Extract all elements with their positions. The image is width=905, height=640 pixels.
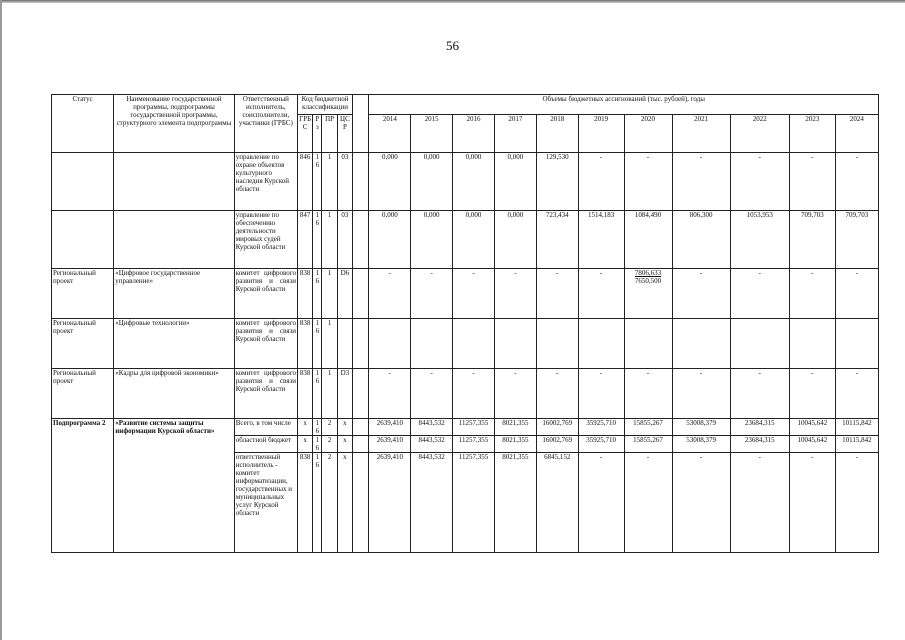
row-value-2015: -: [411, 269, 453, 319]
row-executor: управление по охране объектов культурного наследия Курской области: [234, 153, 297, 211]
row-value-2021: [672, 319, 730, 369]
row-value-2018: 723,434: [536, 211, 578, 269]
row-name: [114, 211, 234, 269]
table-row: [52, 319, 879, 369]
row-value-2024: -: [835, 269, 878, 319]
row-value-2019: -: [578, 369, 624, 419]
row-code-rz: 16: [313, 153, 322, 211]
header-year-2015: 2015: [411, 115, 453, 153]
program-budget-2020: 15855,267: [624, 436, 672, 453]
row-value-2018: -: [536, 269, 578, 319]
row-value-2020-b: 7650,500: [634, 277, 662, 285]
row-value-2020: [624, 269, 672, 319]
header-year-2022: 2022: [730, 115, 789, 153]
program-total-2020: 15855,267: [624, 419, 672, 436]
scan-edge-left: [0, 0, 2, 640]
program-budget-2016: 11257,355: [453, 436, 495, 453]
page-number: 56: [446, 38, 459, 53]
program-budget-2014: 2639,410: [369, 436, 411, 453]
row-value-2020-a: 7806,633: [634, 269, 662, 277]
budget-table: [51, 94, 879, 553]
row-value-2022: [730, 319, 789, 369]
row-status: Региональный проект: [52, 269, 114, 319]
program-total-2015: 8443,532: [411, 419, 453, 436]
row-value-2014: 0,000: [369, 211, 411, 269]
table-row: [52, 211, 879, 269]
program-total-2019: 35925,710: [578, 419, 624, 436]
table-row: [52, 269, 879, 319]
header-year-2023: 2023: [789, 115, 835, 153]
program-budget-code-grbs: х: [297, 436, 312, 453]
program-executor-2023: -: [789, 453, 835, 553]
row-name: «Цифровые технологии»: [114, 319, 234, 369]
program-executor-executor: ответственный исполнитель - комитет информатизации, государственных и муниципальных услуг Курской области: [234, 453, 297, 553]
row-value-2024: [835, 319, 878, 369]
program-budget-2018: 16002,769: [536, 436, 578, 453]
row-value-2023: 709,703: [789, 211, 835, 269]
program-total-code-pr: 2: [322, 419, 337, 436]
program-budget-2024: 10115,842: [835, 436, 878, 453]
program-executor-code-grbs: 838: [297, 453, 312, 553]
program-total-2014: 2639,410: [369, 419, 411, 436]
row-code-csr: 03: [337, 211, 352, 269]
row-code-pr: 1: [322, 369, 337, 419]
header-code-rz: Рз: [313, 115, 322, 153]
row-spacer: [353, 369, 369, 419]
row-value-2022: -: [730, 369, 789, 419]
row-value-2024: 709,703: [835, 211, 878, 269]
program-total-2021: 53008,379: [672, 419, 730, 436]
header-spacer: [353, 95, 369, 153]
program-status: Подпрограмма 2: [52, 419, 114, 553]
program-name: «Развитие системы защиты информации Курской области»: [114, 419, 234, 553]
program-executor-2017: 8021,355: [494, 453, 536, 553]
row-value-2019: 1514,183: [578, 211, 624, 269]
row-status: Региональный проект: [52, 319, 114, 369]
row-value-2020: 1084,490: [624, 211, 672, 269]
header-status: Статус: [52, 95, 114, 153]
program-total-code-rz: 16: [313, 419, 322, 436]
row-executor: комитет цифрового развития и связи Курской области: [234, 319, 297, 369]
row-value-2020: -: [624, 153, 672, 211]
program-executor-2015: 8443,532: [411, 453, 453, 553]
row-value-2014: 0,000: [369, 153, 411, 211]
program-budget-code-rz: 16: [313, 436, 322, 453]
header-year-2014: 2014: [369, 115, 411, 153]
row-value-2018: 129,530: [536, 153, 578, 211]
row-executor: управление по обеспечению деятельности мировых судей Курской области: [234, 211, 297, 269]
scan-edge-top: [0, 0, 905, 3]
row-spacer: [353, 211, 369, 269]
row-spacer: [353, 319, 369, 369]
header-executor: Ответственный исполнитель, соисполнители, участники (ГРБС): [234, 95, 297, 153]
program-executor-2019: -: [578, 453, 624, 553]
row-code-grbs: 838: [297, 319, 312, 369]
row-value-2021: -: [672, 269, 730, 319]
row-code-grbs: 838: [297, 369, 312, 419]
row-value-2015: 0,000: [411, 153, 453, 211]
row-value-2014: -: [369, 369, 411, 419]
row-value-2024: -: [835, 369, 878, 419]
row-value-2015: 0,000: [411, 211, 453, 269]
row-value-2017: 0,000: [494, 153, 536, 211]
header-year-2016: 2016: [453, 115, 495, 153]
header-name: Наименование государственной программы, подпрограммы государственной программы, структурного элемента подпрограммы: [114, 95, 234, 153]
row-value-2023: -: [789, 369, 835, 419]
row-value-2016: 0,000: [453, 153, 495, 211]
row-code-pr: 1: [322, 211, 337, 269]
program-executor-2020: -: [624, 453, 672, 553]
row-value-2017: 0,000: [494, 211, 536, 269]
row-code-rz: 16: [313, 211, 322, 269]
program-executor-2018: 6845,152: [536, 453, 578, 553]
row-value-2015: -: [411, 369, 453, 419]
row-value-2015: [411, 319, 453, 369]
row-value-2016: 0,000: [453, 211, 495, 269]
row-spacer: [353, 436, 369, 453]
row-value-2016: [453, 319, 495, 369]
row-value-2022: -: [730, 153, 789, 211]
table-row: [52, 369, 879, 419]
program-total-2023: 10045,642: [789, 419, 835, 436]
header-year-2024: 2024: [835, 115, 878, 153]
row-code-pr: 1: [322, 319, 337, 369]
row-value-2020: -: [624, 369, 672, 419]
row-status: [52, 153, 114, 211]
row-code-csr: 03: [337, 153, 352, 211]
row-code-grbs: 846: [297, 153, 312, 211]
row-value-2017: -: [494, 369, 536, 419]
row-name: «Цифровое государственное управление»: [114, 269, 234, 319]
row-spacer: [353, 269, 369, 319]
row-value-2023: -: [789, 269, 835, 319]
program-total-2017: 8021,355: [494, 419, 536, 436]
row-value-2023: [789, 319, 835, 369]
header-volumes: Объемы бюджетных ассигнований (тыс. рублей), годы: [369, 95, 879, 115]
row-name: «Кадры для цифровой экономики»: [114, 369, 234, 419]
row-status: Региональный проект: [52, 369, 114, 419]
program-total-executor: Всего, в том числе: [234, 419, 297, 436]
program-budget-2021: 53008,379: [672, 436, 730, 453]
header-year-2021: 2021: [672, 115, 730, 153]
header-code-group: Код бюджетной классификации: [297, 95, 352, 115]
row-code-rz: 16: [313, 369, 322, 419]
program-budget-code-csr: х: [337, 436, 352, 453]
row-value-2014: -: [369, 269, 411, 319]
row-spacer: [353, 419, 369, 436]
program-total-2018: 16002,769: [536, 419, 578, 436]
row-executor: комитет цифрового развития и связи Курской области: [234, 269, 297, 319]
row-value-2017: -: [494, 269, 536, 319]
row-code-grbs: 847: [297, 211, 312, 269]
header-code-grbs: ГРБС: [297, 115, 312, 153]
row-value-2021: 806,300: [672, 211, 730, 269]
program-executor-code-csr: х: [337, 453, 352, 553]
program-budget-code-pr: 2: [322, 436, 337, 453]
row-spacer: [353, 453, 369, 553]
program-executor-2021: -: [672, 453, 730, 553]
row-value-2020: [624, 319, 672, 369]
row-code-rz: 16: [313, 319, 322, 369]
row-value-2016: -: [453, 269, 495, 319]
row-value-2017: [494, 319, 536, 369]
program-total-code-csr: х: [337, 419, 352, 436]
row-name: [114, 153, 234, 211]
header-code-csr: ЦСР: [337, 115, 352, 153]
program-budget-2022: 23684,315: [730, 436, 789, 453]
row-code-csr: [337, 319, 352, 369]
row-code-pr: 1: [322, 269, 337, 319]
program-executor-2022: -: [730, 453, 789, 553]
row-code-grbs: 838: [297, 269, 312, 319]
row-value-2022: 1053,953: [730, 211, 789, 269]
program-executor-code-rz: 16: [313, 453, 322, 553]
row-code-csr: D3: [337, 369, 352, 419]
row-value-2016: -: [453, 369, 495, 419]
row-value-2019: [578, 319, 624, 369]
row-value-2019: -: [578, 153, 624, 211]
header-year-2017: 2017: [494, 115, 536, 153]
program-budget-executor: областной бюджет: [234, 436, 297, 453]
table-row: [52, 153, 879, 211]
row-status: [52, 211, 114, 269]
row-value-2024: -: [835, 153, 878, 211]
program-total-2016: 11257,355: [453, 419, 495, 436]
row-code-pr: 1: [322, 153, 337, 211]
program-row-total: [52, 419, 879, 436]
program-executor-code-pr: 2: [322, 453, 337, 553]
header-code-pr: ПР: [322, 115, 337, 153]
row-value-2023: -: [789, 153, 835, 211]
program-total-2024: 10115,842: [835, 419, 878, 436]
row-value-2018: -: [536, 369, 578, 419]
header-year-2019: 2019: [578, 115, 624, 153]
row-value-2021: -: [672, 153, 730, 211]
row-spacer: [353, 153, 369, 211]
program-budget-2017: 8021,355: [494, 436, 536, 453]
row-value-2018: [536, 319, 578, 369]
program-total-code-grbs: х: [297, 419, 312, 436]
row-value-2019: -: [578, 269, 624, 319]
row-value-2022: -: [730, 269, 789, 319]
program-executor-2016: 11257,355: [453, 453, 495, 553]
program-executor-2014: 2639,410: [369, 453, 411, 553]
header-row-1: [52, 95, 879, 115]
program-total-2022: 23684,315: [730, 419, 789, 436]
row-code-csr: D6: [337, 269, 352, 319]
header-year-2020: 2020: [624, 115, 672, 153]
row-executor: комитет цифрового развития и связи Курской области: [234, 369, 297, 419]
program-budget-2015: 8443,532: [411, 436, 453, 453]
header-year-2018: 2018: [536, 115, 578, 153]
row-value-2021: -: [672, 369, 730, 419]
program-budget-2023: 10045,642: [789, 436, 835, 453]
program-budget-2019: 35925,710: [578, 436, 624, 453]
row-code-rz: 16: [313, 269, 322, 319]
row-value-2014: [369, 319, 411, 369]
program-executor-2024: -: [835, 453, 878, 553]
